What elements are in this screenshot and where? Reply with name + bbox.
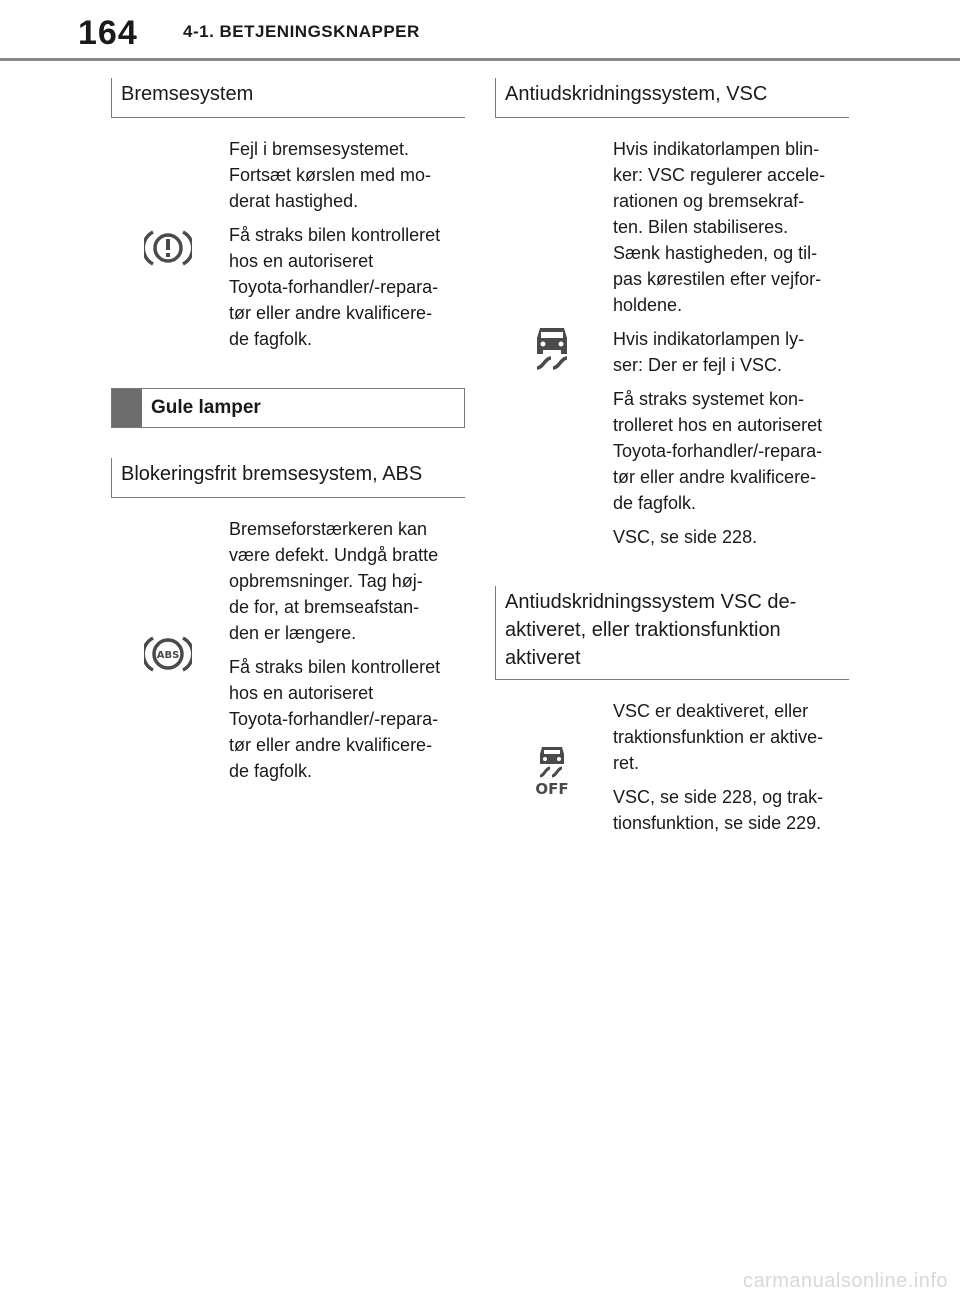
text-line: være defekt. Undgå bratte <box>229 545 439 565</box>
abs-icon <box>144 632 192 676</box>
header-divider <box>0 58 960 61</box>
text-line: Toyota-forhandler/-repara- <box>229 709 439 729</box>
text-line: Toyota-forhandler/-repara- <box>229 277 439 297</box>
text-line: Få straks bilen kontrolleret <box>229 657 441 677</box>
page-reference: VSC, se side 228. <box>613 527 758 547</box>
vsc-off-text <box>613 698 863 844</box>
text-line: ser: Der er fejl i VSC. <box>613 355 783 375</box>
text-line: ret. <box>613 753 640 773</box>
text-line: Få straks systemet kon- <box>613 389 805 409</box>
vsc-off-icon-label: OFF <box>535 780 569 796</box>
text-line: Bremseforstærkeren kan <box>229 519 428 539</box>
vsc-text <box>613 136 863 558</box>
vsc-skid-icon <box>531 322 573 372</box>
text-line: tør eller andre kvalificere- <box>229 735 433 755</box>
text-line: traktionsfunktion er aktive- <box>613 727 824 747</box>
text-line: VSC, se side 228, og trak- <box>613 787 824 807</box>
watermark-text: carmanualsonline.info <box>742 1270 948 1292</box>
vsc-heading: Antiudskridningssystem, VSC <box>495 78 849 118</box>
text-line: tør eller andre kvalificere- <box>229 303 433 323</box>
abs-heading: Blokeringsfrit bremsesystem, ABS <box>111 458 465 498</box>
text-line: pas kørestilen efter vejfor- <box>613 269 822 289</box>
text-line: Toyota-forhandler/-repara- <box>613 441 823 461</box>
brake-system-text <box>229 136 469 360</box>
text-line: de fagfolk. <box>229 329 313 349</box>
vsc-off-icon <box>534 744 570 796</box>
heading-line: aktiveret, eller traktionsfunktion <box>505 619 781 641</box>
text-line: de for, at bremseafstan- <box>229 597 420 617</box>
text-line: trolleret hos en autoriseret <box>613 415 823 435</box>
page-number: 164 <box>78 14 138 52</box>
text-line: derat hastighed. <box>229 191 359 211</box>
abs-text <box>229 516 469 792</box>
yellow-lamps-heading <box>111 388 465 428</box>
brake-system-heading: Bremsesystem <box>111 78 465 118</box>
brake-warning-icon <box>144 228 192 268</box>
text-line: Fejl i bremsesystemet. <box>229 139 410 159</box>
text-line: de fagfolk. <box>229 761 313 781</box>
text-line: hos en autoriseret <box>229 683 374 703</box>
text-line: Hvis indikatorlampen ly- <box>613 329 805 349</box>
heading-line: Antiudskridningssystem VSC de- <box>505 591 797 613</box>
text-line: opbremsninger. Tag høj- <box>229 571 423 591</box>
text-line: Hvis indikatorlampen blin- <box>613 139 820 159</box>
svg-text:ABS: ABS <box>156 650 180 661</box>
text-line: hos en autoriseret <box>229 251 374 271</box>
text-line: rationen og bremsekraf- <box>613 191 805 211</box>
text-line: ten. Bilen stabiliseres. <box>613 217 789 237</box>
heading-tab-marker <box>112 389 142 427</box>
section-title: 4-1. BETJENINGSKNAPPER <box>183 22 420 41</box>
text-line: VSC er deaktiveret, eller <box>613 701 809 721</box>
heading-line: aktiveret <box>505 647 581 669</box>
text-line: holdene. <box>613 295 683 315</box>
text-line: tionsfunktion, se side 229. <box>613 813 822 833</box>
text-line: de fagfolk. <box>613 493 697 513</box>
text-line: Få straks bilen kontrolleret <box>229 225 441 245</box>
text-line: ker: VSC regulerer accele- <box>613 165 826 185</box>
vsc-off-heading <box>495 586 849 680</box>
yellow-lamps-label: Gule lamper <box>151 397 261 418</box>
text-line: tør eller andre kvalificere- <box>613 467 817 487</box>
text-line: den er længere. <box>229 623 357 643</box>
text-line: Sænk hastigheden, og til- <box>613 243 818 263</box>
text-line: Fortsæt kørslen med mo- <box>229 165 432 185</box>
